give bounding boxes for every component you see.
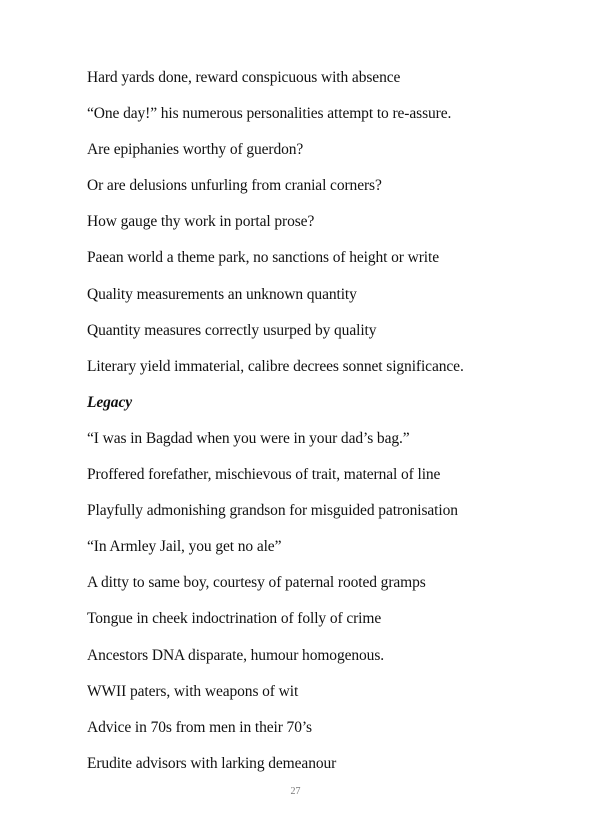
poem-line: Literary yield immaterial, calibre decrees sonnet significance. [87, 357, 464, 375]
poem-line: WWII paters, with weapons of wit [87, 682, 299, 700]
poem-line: Ancestors DNA disparate, humour homogenous. [87, 646, 385, 664]
poem-line: How gauge thy work in portal prose? [87, 213, 315, 231]
poem-line: Erudite advisors with larking demeanour [87, 754, 337, 772]
page-number: 27 [290, 786, 301, 797]
poem-line: Quality measurements an unknown quantity [87, 285, 357, 303]
poem-line: “One day!” his numerous personalities attempt to re-assure. [87, 105, 452, 123]
poem-line: A ditty to same boy, courtesy of paternal rooted gramps [87, 574, 426, 592]
poem-line: Or are delusions unfurling from cranial corners? [87, 177, 382, 195]
poem-line: Tongue in cheek indoctrination of folly of crime [87, 610, 382, 628]
poem-line: Hard yards done, reward conspicuous with absence [87, 69, 401, 86]
poem-line: Proffered forefather, mischievous of trait, maternal of line [87, 466, 441, 484]
poem-text [87, 67, 464, 789]
poem-line: Quantity measures correctly usurped by quality [87, 321, 377, 339]
poem-line: Paean world a theme park, no sanctions of height or write [87, 249, 439, 267]
poem-line: Advice in 70s from men in their 70’s [87, 718, 312, 736]
section-title: Legacy [87, 393, 133, 411]
poem-line: “I was in Bagdad when you were in your dad’s bag.” [87, 429, 410, 447]
poem-line: Are epiphanies worthy of guerdon? [87, 141, 304, 159]
poem-line: “In Armley Jail, you get no ale” [87, 538, 282, 556]
poem-line: Playfully admonishing grandson for misguided patronisation [87, 502, 458, 520]
